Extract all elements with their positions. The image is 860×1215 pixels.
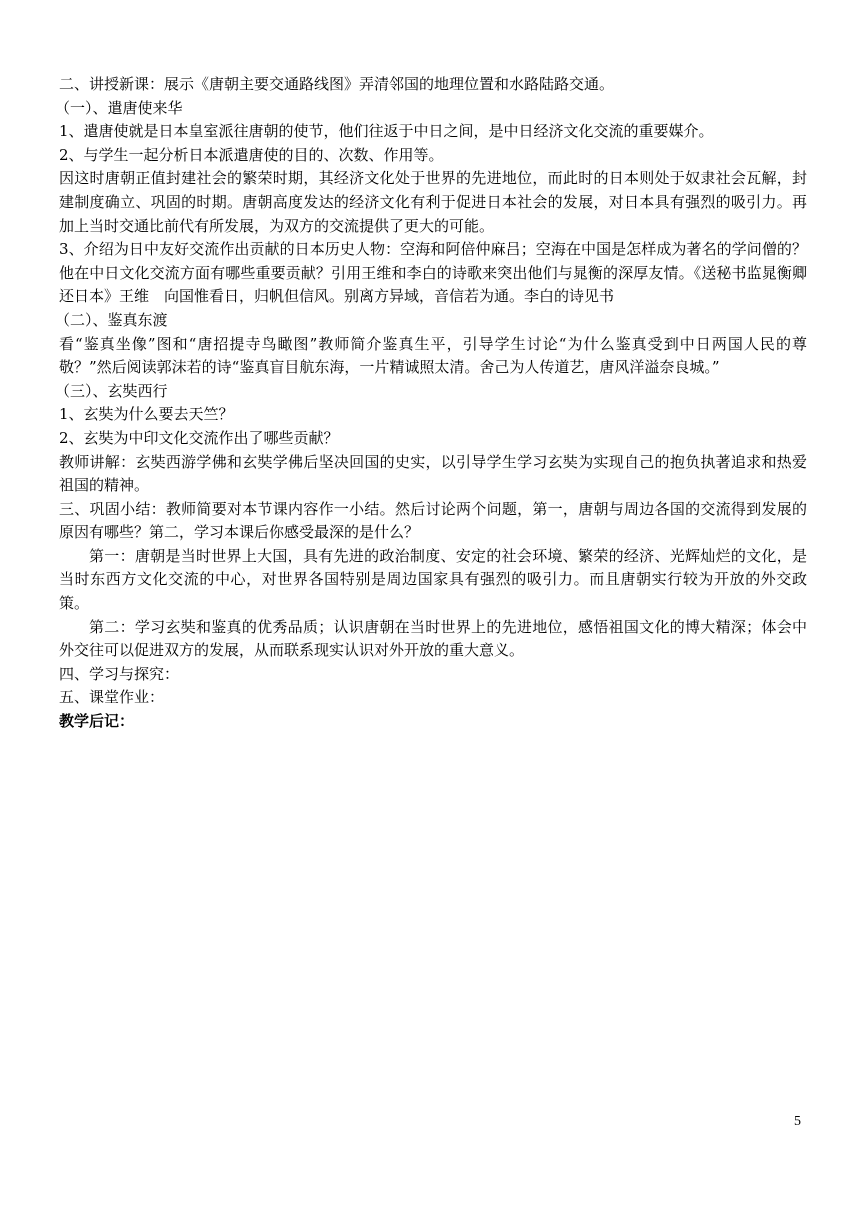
paragraph-new-lesson: 二、讲授新课：展示《唐朝主要交通路线图》弄清邻国的地理位置和水路陆路交通。 — [59, 75, 615, 93]
section-heading-jianzhen: （二）、鉴真东渡 — [55, 310, 168, 329]
paragraph-xuanzang-question-1: 1、玄奘为什么要去天竺？ — [59, 405, 234, 424]
section-heading-envoys: （一）、遣唐使来华 — [55, 98, 183, 117]
page-number: 5 — [794, 1114, 801, 1129]
document-body — [55, 73, 807, 734]
paragraph-answer-second: 第二：学习玄奘和鉴真的优秀品质；认识唐朝在当时世界上的先进地位，感悟祖国文化的博大精深；体会中外交往可以促进双方的发展，从而联系现实认识对外开放的重大意义。 — [59, 617, 807, 660]
paragraph-summary: 三、巩固小结：教师简要对本节课内容作一小结。然后讨论两个问题，第一，唐朝与周边各国的交流得到发展的原因有哪些？第二，学习本课后你感受最深的是什么？ — [59, 499, 807, 542]
paragraph-envoys-definition: 1、遣唐使就是日本皇室派往唐朝的使节，他们往返于中日之间，是中日经济文化交流的重要媒介。 — [59, 122, 714, 141]
paragraph-jianzhen: 看“鉴真坐像”图和“唐招提寺鸟瞰图”教师简介鉴真生平，引导学生讨论“为什么鉴真受到中日两国人民的尊敬？”然后阅读郭沫若的诗“鉴真盲目航东海，一片精诚照太清。舍己为人传道艺，唐风洋溢奈良城。” — [59, 334, 807, 377]
section-heading-xuanzang: （三）、玄奘西行 — [55, 381, 168, 400]
paragraph-teacher-explanation: 教师讲解：玄奘西游学佛和玄奘学佛后坚决回国的史实，以引导学生学习玄奘为实现自己的抱负执著追求和热爱祖国的精神。 — [59, 452, 807, 495]
paragraph-answer-first: 第一：唐朝是当时世界上大国，具有先进的政治制度、安定的社会环境、繁荣的经济、光辉灿烂的文化，是当时东西方文化交流的中心，对世界各国特别是周边国家具有强烈的吸引力。而且唐朝实行较为开放的外交政策。 — [59, 546, 807, 613]
paragraph-homework: 五、课堂作业： — [59, 688, 165, 707]
paragraph-study-explore: 四、学习与探究： — [59, 664, 180, 683]
paragraph-teaching-notes: 教学后记： — [59, 712, 135, 731]
paragraph-envoys-reason: 因这时唐朝正值封建社会的繁荣时期，其经济文化处于世界的先进地位，而此时的日本则处于奴隶社会瓦解，封建制度确立、巩固的时期。唐朝高度发达的经济文化有利于促进日本社会的发展，对日本具有强烈的吸引力。再加上当时交通比前代有所发展，为双方的交流提供了更大的可能。 — [59, 169, 807, 235]
paragraph-envoys-analysis: 2、与学生一起分析日本派遣唐使的目的、次数、作用等。 — [59, 145, 444, 164]
paragraph-xuanzang-question-2: 2、玄奘为中印文化交流作出了哪些贡献？ — [59, 428, 339, 447]
paragraph-historical-figures: 3、介绍为日中友好交流作出贡献的日本历史人物：空海和阿倍仲麻吕；空海在中国是怎样成为著名的学问僧的？他在中日文化交流方面有哪些重要贡献？引用王维和李白的诗歌来突出他们与晁衡的深厚友情。《送秘书监晁衡卿还日本》王维 向国惟看日，归帆但信风。别离方异域，音信若为通。李白的诗见书 — [59, 240, 807, 306]
